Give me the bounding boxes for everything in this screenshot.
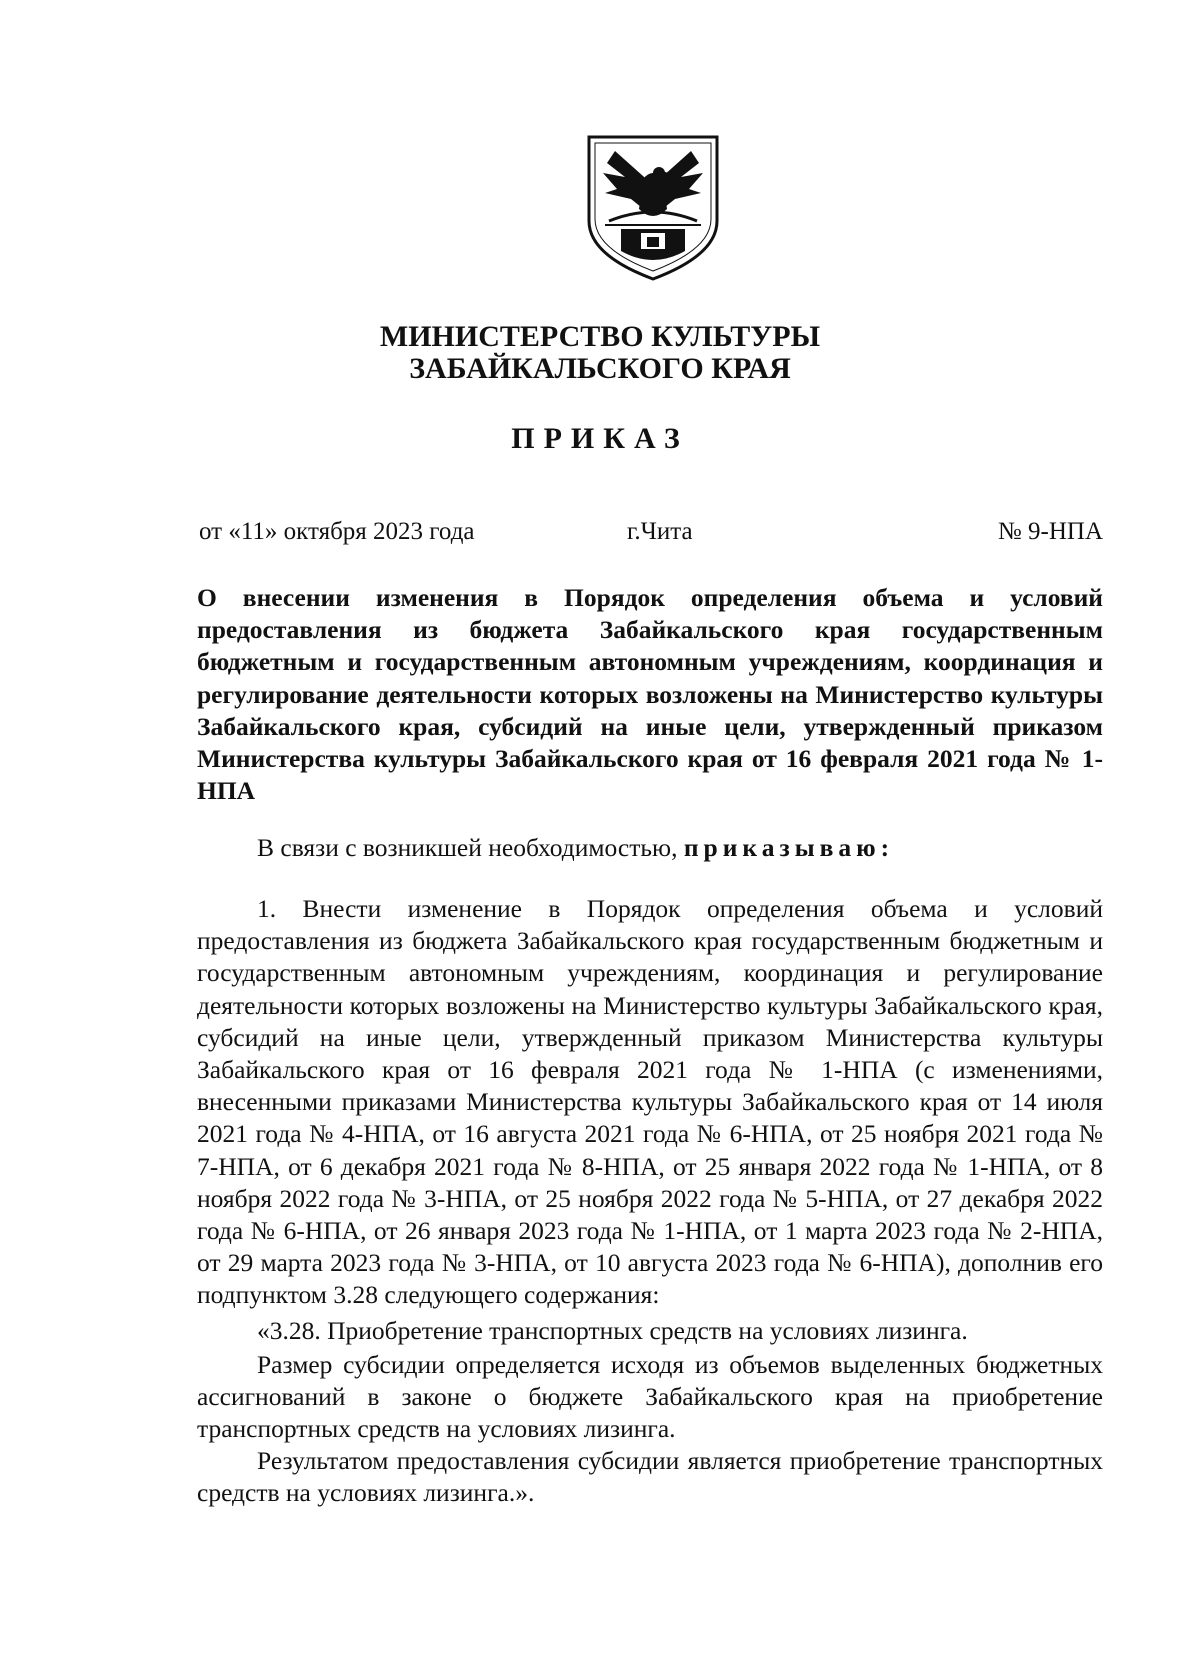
- order-date: от «11» октября 2023 года: [199, 518, 475, 545]
- intro-paragraph: [197, 832, 1103, 864]
- order-subject: О внесении изменения в Порядок определения объема и условий предоставления из бюджета Забайкальского края государственным бюджетным и государственным автономным учреждениям, координация и регулирование деятельности которых возложены на Министерство культуры Забайкальского края, субсидий на иные цели, утвержденный приказом Министерства культуры Забайкальского края от 16 февраля 2021 года № 1-НПА: [197, 583, 1103, 806]
- intro-text: В связи с возникшей необходимостью,: [257, 833, 684, 862]
- quote-subsidy-size: Размер субсидии определяется исходя из объемов выделенных бюджетных ассигнований в законе о бюджете Забайкальского края на приобретение транспортных средств на условиях лизинга.: [197, 1350, 1103, 1444]
- ministry-name-line1: МИНИСТЕРСТВО КУЛЬТУРЫ: [379, 320, 821, 353]
- ministry-name-line2: ЗАБАЙКАЛЬСКОГО КРАЯ: [409, 352, 791, 385]
- quote-subsidy-result: Результатом предоставления субсидии является приобретение транспортных средств на условиях лизинга.».: [197, 1446, 1103, 1508]
- order-number: № 9-НПА: [997, 518, 1103, 545]
- coat-of-arms-icon: [585, 133, 721, 281]
- intro-action: приказываю:: [683, 833, 895, 862]
- order-city: г.Чита: [627, 518, 693, 545]
- document-type-title: ПРИКАЗ: [511, 422, 689, 455]
- item-1-paragraph: 1. Внести изменение в Порядок определения объема и условий предоставления из бюджета Забайкальского края государственным бюджетным и государственным автономным учреждениям, координация и регулирование деятельности которых возложены на Министерство культуры Забайкальского края, субсидий на иные цели, утвержденный приказом Министерства культуры Забайкальского края от 16 февраля 2021 года № 1-НПА (с изменениями, внесенными приказами Министерства культуры Забайкальского края от 14 июля 2021 года № 4-НПА, от 16 августа 2021 года № 6-НПА, от 25 ноября 2021 года № 7-НПА, от 6 декабря 2021 года № 8-НПА, от 25 января 2022 года № 1-НПА, от 8 ноября 2022 года № 3-НПА, от 25 ноября 2022 года № 5-НПА, от 27 декабря 2022 года № 6-НПА, от 26 января 2023 года № 1-НПА, от 1 марта 2023 года № 2-НПА, от 29 марта 2023 года № 3-НПА, от 10 августа 2023 года № 6-НПА), дополнив его подпунктом 3.28 следующего содержания:: [197, 894, 1103, 1310]
- quote-point-3-28: «3.28. Приобретение транспортных средств на условиях лизинга.: [257, 1316, 968, 1345]
